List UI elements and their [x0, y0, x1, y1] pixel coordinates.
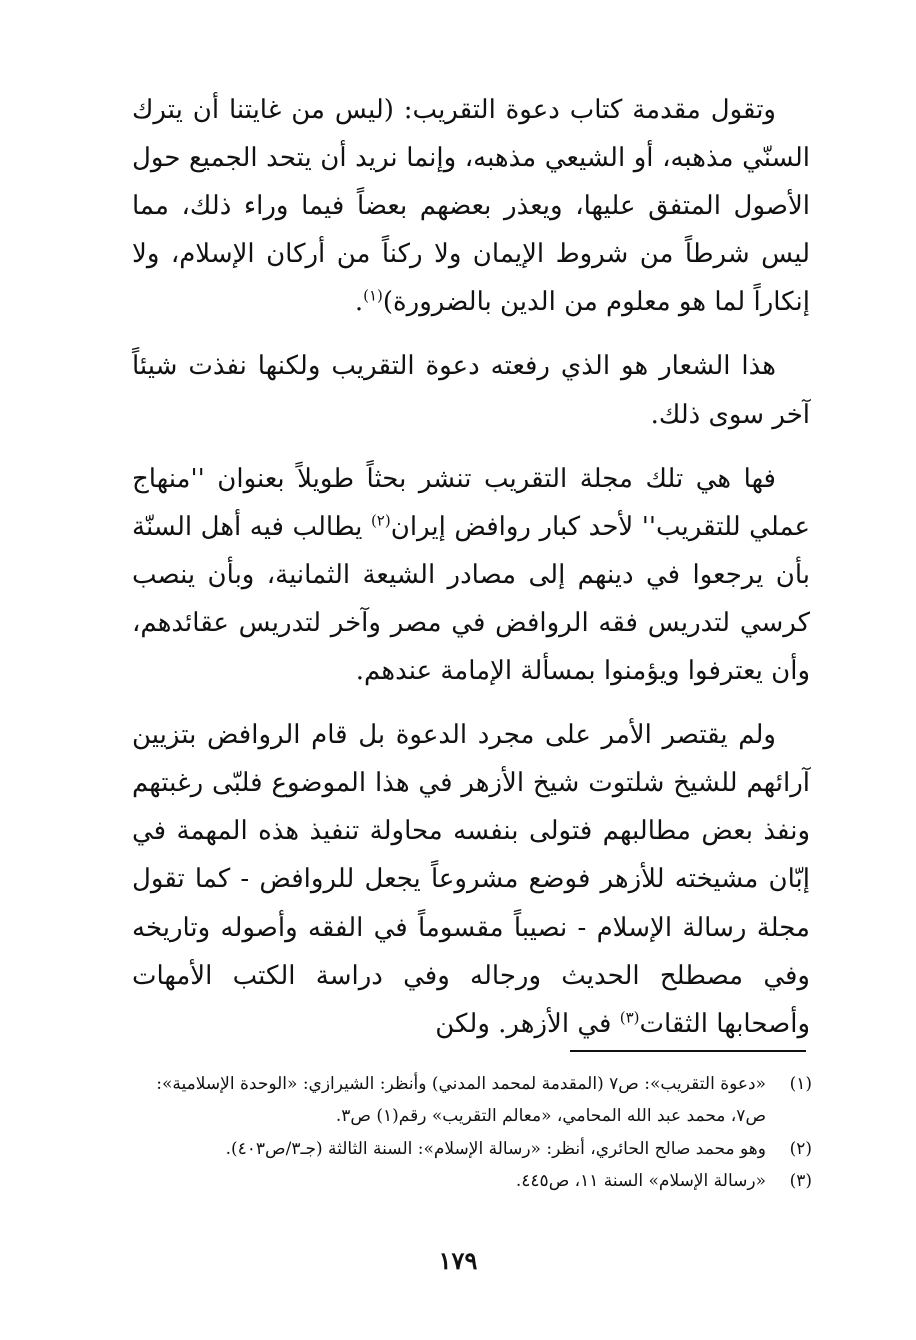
footnote-number: (٣) — [789, 1170, 812, 1191]
footnote-ref-1: (١) — [363, 286, 383, 305]
footnote-ref-2: (٢) — [370, 511, 391, 530]
paragraph-3 — [132, 455, 810, 695]
paragraph-4 — [132, 711, 810, 1048]
paragraph-1-end: . — [354, 287, 364, 318]
footnote-ref-3: (٣) — [619, 1008, 640, 1027]
paragraph-1 — [132, 86, 810, 326]
footnote-3 — [132, 1165, 812, 1197]
body-text — [132, 86, 810, 1064]
footnote-number: (٢) — [789, 1138, 812, 1159]
footnote-1 — [132, 1068, 812, 1133]
paragraph-1-text: وتقول مقدمة كتاب دعوة التقريب: (ليس من غايتنا أن يترك السنّي مذهبه، أو الشيعي مذهبه، وإنما نريد أن يتحد الجميع حول الأصول المتفق عليها، ويعذر بعضهم بعضاً فيما وراء ذلك، مما ليس شرطاً من شروط الإيمان ولا ركناً من أركان الإسلام، ولا إنكاراً لما هو معلوم من الدين بالضرورة) — [132, 95, 810, 318]
footnote-text: «دعوة التقريب»: ص٧ (المقدمة لمحمد المدني) وأنظر: الشيرازي: «الوحدة الإسلامية»: ص٧، محمد عبد الله المحامي، «معالم التقريب» رقم(١) ص٣. — [156, 1074, 766, 1127]
footnote-number: (١) — [789, 1074, 812, 1094]
paragraph-3-rest: يطالب فيه أهل السنّة بأن يرجعوا في دينهم إلى مصادر الشيعة الثمانية، وبأن ينصب كرسي لتدريس فقه الروافض في مصر وآخر لتدريس عقائدهم، وأن يعترفوا ويؤمنوا بمسألة الإمامة عندهم. — [132, 511, 810, 687]
paragraph-4-text: ولم يقتصر الأمر على مجرد الدعوة بل قام الروافض بتزيين آرائهم للشيخ شلتوت شيخ الأزهر في هذا الموضوع فلبّى رغبتهم ونفذ بعض مطالبهم فتولى بنفسه محاولة تنفيذ هذه المهمة في إبّان مشيخته للأزهر فوضع مشروعاً يجعل للروافض - كما تقول مجلة رسالة الإسلام - نصيباً مقسوماً في الفقه وأصوله وتاريخه وفي مصطلح الحديث ورجاله وفي دراسة الكتب الأمهات وأصحابها الثقات — [132, 720, 810, 1039]
footnote-2 — [132, 1133, 812, 1165]
footnote-text: «رسالة الإسلام» السنة ١١، ص٤٤٥. — [515, 1170, 766, 1191]
page-number: ١٧٩ — [438, 1246, 478, 1275]
paragraph-2: هذا الشعار هو الذي رفعته دعوة التقريب ولكنها نفذت شيئاً آخر سوى ذلك. — [132, 351, 810, 430]
footnote-text: وهو محمد صالح الحائري، أنظر: «رسالة الإسلام»: السنة الثالثة (جـ٣/ص٤٠٣). — [225, 1138, 766, 1159]
paragraph-4-rest: في الأزهر. ولكن — [435, 1008, 620, 1039]
footnotes — [132, 1068, 812, 1197]
footnote-separator — [570, 1050, 806, 1052]
paragraph-3-text: فها هي تلك مجلة التقريب تنشر بحثاً طويلاً بعنوان ''منهاج عملي للتقريب'' لأحد كبار روافض إيران — [132, 463, 810, 542]
